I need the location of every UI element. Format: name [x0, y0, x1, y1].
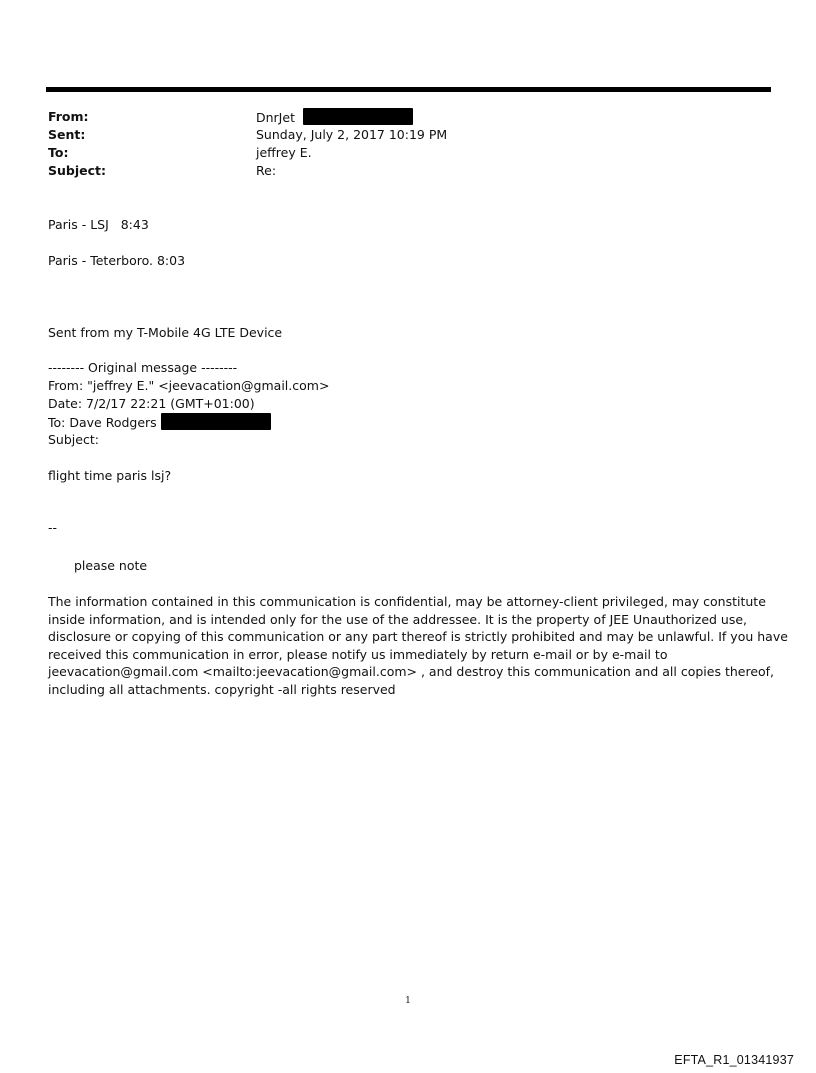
original-to [48, 413, 271, 432]
original-from: From: "jeffrey E." <jeevacation@gmail.com> [48, 378, 330, 393]
original-message: flight time paris lsj? [48, 468, 172, 483]
from-name: DnrJet [256, 110, 295, 125]
separator-dashes: -- [48, 520, 58, 535]
disclaimer-line: jeevacation@gmail.com <mailto:jeevacation@gmail.com> , and destroy this communication and all copies thereof, [48, 664, 775, 680]
from-value [256, 108, 413, 127]
disclaimer-line: including all attachments. copyright -all rights reserved [48, 681, 396, 697]
signature-line: Sent from my T-Mobile 4G LTE Device [48, 325, 283, 340]
disclaimer-line: disclosure or copying of this communication or any part thereof is strictly prohibited and may be unlawful. If you have [48, 629, 788, 645]
sent-label: Sent: [48, 127, 86, 142]
to-value: jeffrey E. [256, 145, 312, 160]
disclaimer-line: The information contained in this communication is confidential, may be attorney-client privileged, may constitute [48, 594, 766, 609]
original-divider: -------- Original message -------- [48, 360, 238, 375]
page-number: 1 [405, 996, 411, 1006]
please-note: please note [74, 558, 148, 573]
to-label: To: [48, 145, 69, 160]
original-date: Date: 7/2/17 22:21 (GMT+01:00) [48, 396, 255, 411]
subject-value: Re: [256, 163, 277, 178]
redaction-box [303, 108, 413, 125]
bates-number: EFTA_R1_01341937 [674, 1053, 794, 1067]
subject-label: Subject: [48, 163, 106, 178]
redaction-box [161, 413, 271, 430]
body-line-2: Paris - Teterboro. 8:03 [48, 253, 186, 268]
original-subject: Subject: [48, 432, 99, 447]
disclaimer-line: inside information, and is intended only for the use of the addressee. It is the property of JEE Unauthorized use, [48, 611, 748, 627]
original-to-text: To: Dave Rodgers [48, 415, 157, 430]
from-label: From: [48, 109, 89, 124]
disclaimer-paragraph [48, 593, 788, 699]
body-line-1: Paris - LSJ 8:43 [48, 217, 149, 232]
disclaimer-line: received this communication in error, please notify us immediately by return e-mail or by e-mail to [48, 646, 668, 662]
header-rule [46, 87, 771, 92]
sent-value: Sunday, July 2, 2017 10:19 PM [256, 127, 448, 142]
